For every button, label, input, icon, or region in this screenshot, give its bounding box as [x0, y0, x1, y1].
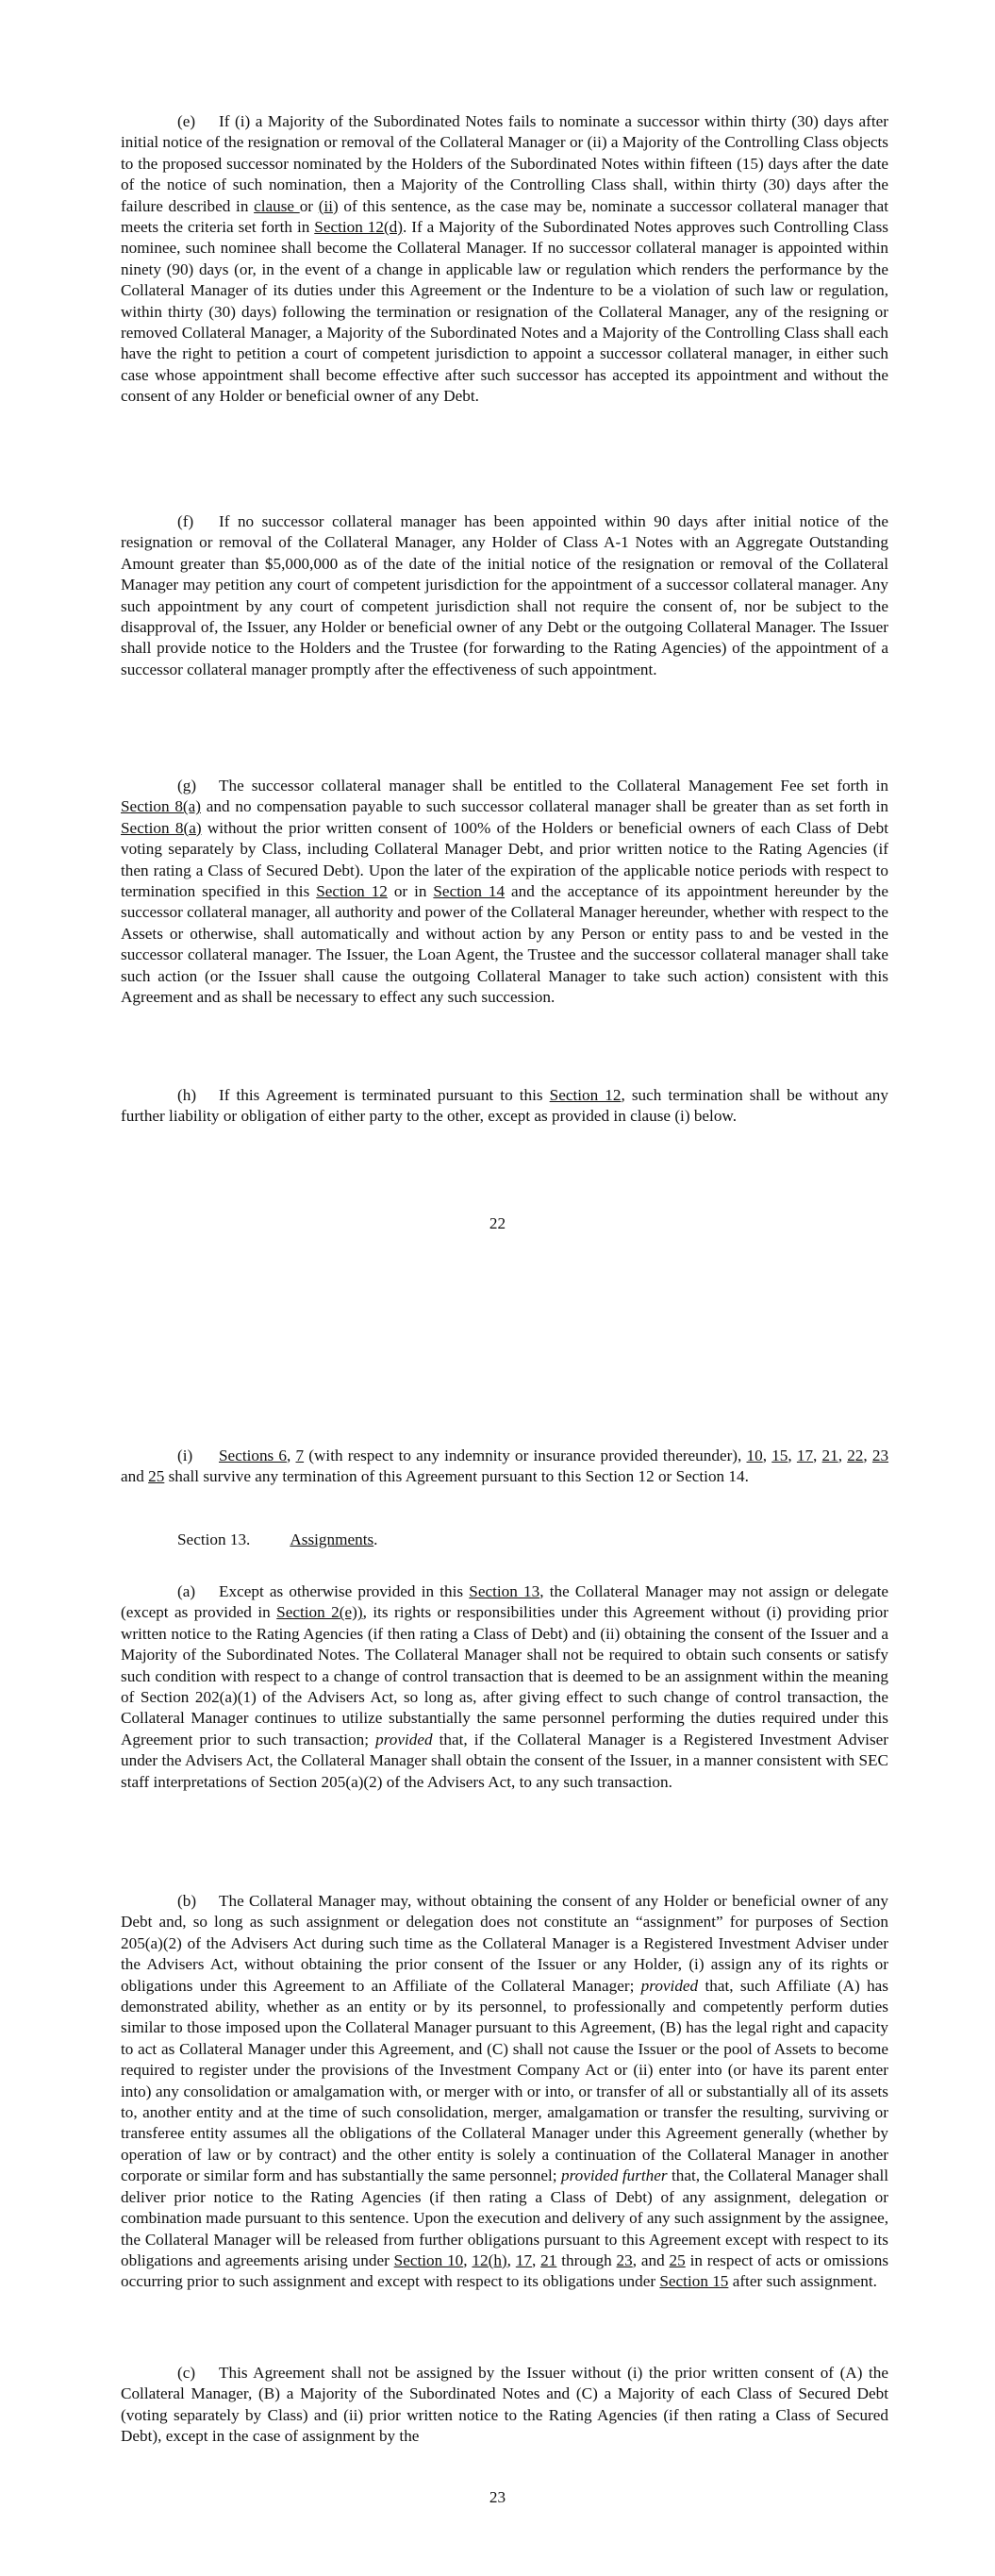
- cross-reference: Section 8(a): [121, 818, 202, 837]
- cross-reference: Sections 6: [219, 1447, 288, 1464]
- emphasis: provided further: [560, 2166, 668, 2185]
- cross-reference: Section 2(e)): [276, 1603, 363, 1622]
- emphasis: provided: [640, 1976, 699, 1995]
- paragraph-13c: [121, 2363, 888, 2448]
- cross-reference: 12(h): [472, 2250, 507, 2269]
- separator: ,: [287, 1447, 296, 1464]
- separator: ,: [837, 1447, 848, 1464]
- cross-reference: Section 14: [433, 882, 506, 901]
- page-number: 23: [489, 2488, 506, 2506]
- paragraph-12f: [121, 511, 888, 680]
- cross-reference: Section 13: [469, 1582, 540, 1600]
- cross-reference: 23: [871, 1447, 889, 1464]
- cross-reference: 23: [616, 2250, 633, 2269]
- separator: ,: [532, 2250, 541, 2269]
- section-number: Section 13.: [177, 1531, 251, 1548]
- section-13-heading: [177, 1530, 377, 1550]
- text: without the prior written consent of 100% of the Holders or beneficial owners of each Class of Debt voting separately by Class, including Collateral Manager Debt, and prior written notice to the Rating Agencies (if then rating a Class of Secured Debt). Upon the later of the expiration of the applicable notice periods with respect to termination specified in this: [121, 818, 888, 901]
- text: or in: [387, 882, 434, 901]
- clause-label: (b): [177, 1892, 197, 1910]
- cross-reference: clause: [254, 196, 300, 215]
- text: that, such Affiliate (A) has demonstrated ability, whether as an entity or by its personnel, to professionally and competently perform duties similar to those imposed upon the Collateral Manager pursuant to this Agreement, (B) has the legal right and capacity to act as Collateral Manager under this Agreement, and (C) shall not cause the Issuer or the pool of Assets to become required to register under the provisions of the Investment Company Act or (ii) enter into (or have its parent enter into) any consolidation or amalgamation with, or merger with or into, or transfer of all or substantially all of its assets to, another entity and at the time of such consolidation, merger, amalgamation or transfer the resulting, surviving or transferee entity assumes all the obligations of the Collateral Manager under this Agreement generally (whether by operation of law or by contract) and the other entity is solely a continuation of the Collateral Manager in another corporate or similar form and has substantially the same personnel;: [121, 1976, 888, 2185]
- separator: ,: [788, 1447, 797, 1464]
- cross-reference: Section 10: [393, 2250, 464, 2269]
- text: . If a Majority of the Subordinated Notes approves such Controlling Class nominee, such nominee shall become the Collateral Manager. If no successor collateral manager is appointed within ninety (90) days (or, in the event of a change in applicable law or regulation which renders the performance by the Collateral Manager of its duties under this Agreement or the Indenture to be a violation of such law or regulation, within thirty (30) days) following the termination or resignation of the Collateral Manager, any of the resigning or removed Collateral Manager, a Majority of the Subordinated Notes and a Majority of the Controlling Class shall each have the right to petition a court of competent jurisdiction to appoint a successor collateral manager, in either such case whose appointment shall become effective after such successor has accepted its appointment and without the consent of any Holder or beneficial owner of any Debt.: [121, 218, 888, 406]
- cross-reference: (ii): [318, 196, 339, 215]
- cross-reference: 15: [771, 1447, 788, 1464]
- separator: and: [121, 1467, 149, 1486]
- text: If no successor collateral manager has been appointed within 90 days after initial notice of the resignation or removal of the Collateral Manager, any Holder of Class A-1 Notes with an Aggregate Outstanding Amount greater than $5,000,000 as of the date of the initial notice of the resignation or removal of the Collateral Manager may petition any court of competent jurisdiction for the appointment of a successor collateral manager. Any such appointment by any court of competent jurisdiction shall not require the consent of, nor be subject to the disapproval of, the Issuer, any Holder or beneficial owner of any Debt or the outgoing Collateral Manager. The Issuer shall provide notice to the Holders and the Trustee (for forwarding to the Rating Agencies) of the appointment of a successor collateral manager promptly after the effectiveness of such appointment.: [121, 512, 888, 678]
- paragraph-12i: [121, 1446, 888, 1488]
- text: in respect of acts or omissions occurring prior to such assignment and except with respect to its obligations under: [121, 2250, 889, 2291]
- cross-reference: Section 12(d): [314, 218, 403, 237]
- cross-reference: Section 12: [549, 1086, 622, 1104]
- cross-reference: 17: [796, 1447, 814, 1464]
- text: that, the Collateral Manager shall deliver prior notice to the Rating Agencies (if then rating a Class of Debt) of any assignment, delegation or combination made pursuant to this sentence. Upon the execution and delivery of any such assignment by the assignee, the Collateral Manager will be released from further obligations pursuant to this Agreement except with respect to its obligations and agreements arising under: [121, 2166, 889, 2269]
- clause-label: (f): [177, 512, 194, 530]
- text: or: [299, 196, 319, 215]
- cross-reference: 7: [295, 1447, 305, 1464]
- emphasis: provided: [375, 1730, 433, 1748]
- text: , its rights or responsibilities under this Agreement without (i) providing prior written notice to the Rating Agencies (if then rating a Class of Debt) and (ii) obtaining the consent of the Issuer and a Majority of the Subordinated Notes. The Collateral Manager shall not be required to obtain such consents or satisfy such condition with respect to a change of control transaction that is deemed to be an assignment within the meaning of Section 202(a)(1) of the Advisers Act, so long as, after giving effect to such change of control transaction, the Collateral Manager continues to utilize substantially the same personnel performing the duties required under this Agreement prior to such transaction;: [121, 1603, 888, 1748]
- clause-label: (h): [177, 1086, 197, 1104]
- text: after such assignment.: [728, 2272, 877, 2291]
- cross-reference: 21: [821, 1447, 838, 1464]
- separator: , and: [632, 2250, 670, 2269]
- section-title-period: .: [373, 1531, 378, 1548]
- cross-reference: 10: [746, 1447, 763, 1464]
- text: and no compensation payable to such successor collateral manager shall be greater than as set forth in: [201, 797, 888, 816]
- paragraph-12g: [121, 776, 888, 1008]
- section-title: Assignments: [290, 1531, 374, 1548]
- separator: ,: [463, 2250, 473, 2269]
- cross-reference: Section 15: [659, 2272, 729, 2291]
- text: and the acceptance of its appointment hereunder by the successor collateral manager, all authority and power of the Collateral Manager hereunder, whether with respect to the Assets or otherwise, shall automatically and without action by any Person or entity pass to and be vested in the successor collateral manager. The Issuer, the Loan Agent, the Trustee and the successor collateral manager shall take such action (or the Issuer shall cause the outgoing Collateral Manager to take such action) consistent with this Agreement and as shall be necessary to effect any such succession.: [121, 882, 888, 1007]
- text: , such termination shall be without any further liability or obligation of either party to the other, except as provided in clause (i) below.: [121, 1086, 888, 1126]
- clause-label: (e): [177, 112, 196, 130]
- text: of this sentence, as the case may be, nominate a successor collateral manager that meets the criteria set forth in: [121, 196, 888, 237]
- paragraph-13a: [121, 1581, 888, 1793]
- text: The successor collateral manager shall be entitled to the Collateral Management Fee set forth in: [219, 777, 888, 795]
- text: Except as otherwise provided in this: [219, 1582, 470, 1600]
- paragraph-12e: [121, 111, 888, 408]
- paragraph-13b: [121, 1891, 888, 2293]
- cross-reference: Section 12: [316, 882, 388, 901]
- paragraph-12h: [121, 1085, 888, 1128]
- separator: ,: [813, 1447, 822, 1464]
- cross-reference: 25: [669, 2250, 686, 2269]
- clause-label: (i): [177, 1447, 193, 1464]
- cross-reference: 17: [515, 2250, 532, 2269]
- page-23: [0, 1302, 995, 2576]
- clause-label: (c): [177, 2364, 196, 2382]
- text: If (i) a Majority of the Subordinated Notes fails to nominate a successor within thirty (30) days after initial notice of the resignation or removal of the Collateral Manager or (ii) a Majority of the Controlling Class objects to the proposed successor nominated by the Holders of the Subordinated Notes within fifteen (15) days after the date of the notice of such nomination, then a Majority of the Controlling Class shall, within thirty (30) days after the failure described in: [121, 112, 888, 215]
- text: If this Agreement is terminated pursuant to this: [219, 1086, 550, 1104]
- text: The Collateral Manager may, without obtaining the consent of any Holder or beneficial owner of any Debt and, so long as such assignment or delegation does not constitute an “assignment” for purposes of Section 205(a)(2) of the Advisers Act during such time as the Collateral Manager is a Registered Investment Adviser under the Advisers Act, without obtaining the prior consent of the Issuer or any Holder, (i) assign any of its rights or obligations under this Agreement to an Affiliate of the Collateral Manager;: [121, 1892, 888, 1995]
- page-number: 22: [489, 1214, 506, 1232]
- clause-label: (g): [177, 777, 197, 795]
- text: This Agreement shall not be assigned by the Issuer without (i) the prior written consent of (A) the Collateral Manager, (B) a Majority of the Subordinated Notes and (C) a Majority of each Class of Secured Debt (voting separately by Class) and (ii) prior written notice to the Rating Agencies (if then rating a Class of Secured Debt), except in the case of assignment by the: [121, 2364, 888, 2446]
- text: that, if the Collateral Manager is a Registered Investment Adviser under the Advisers Act, the Collateral Manager shall obtain the consent of the Issuer, in a manner consistent with SEC staff interpretations of Section 205(a)(2) of the Advisers Act, to any such transaction.: [121, 1730, 888, 1791]
- separator: ,: [762, 1447, 772, 1464]
- clause-label: (a): [177, 1582, 196, 1600]
- text: shall survive any termination of this Agreement pursuant to this Section 12 or Section 14.: [164, 1467, 749, 1486]
- separator: ,: [863, 1447, 872, 1464]
- separator: ,: [506, 2250, 516, 2269]
- cross-reference: 22: [847, 1447, 864, 1464]
- cross-reference: 25: [148, 1467, 165, 1486]
- separator: through: [556, 2250, 617, 2269]
- text: (with respect to any indemnity or insurance provided thereunder),: [304, 1447, 747, 1464]
- text: , the Collateral Manager may not assign or delegate (except as provided in: [121, 1582, 888, 1622]
- cross-reference: 21: [540, 2250, 557, 2269]
- cross-reference: Section 8(a): [121, 797, 201, 816]
